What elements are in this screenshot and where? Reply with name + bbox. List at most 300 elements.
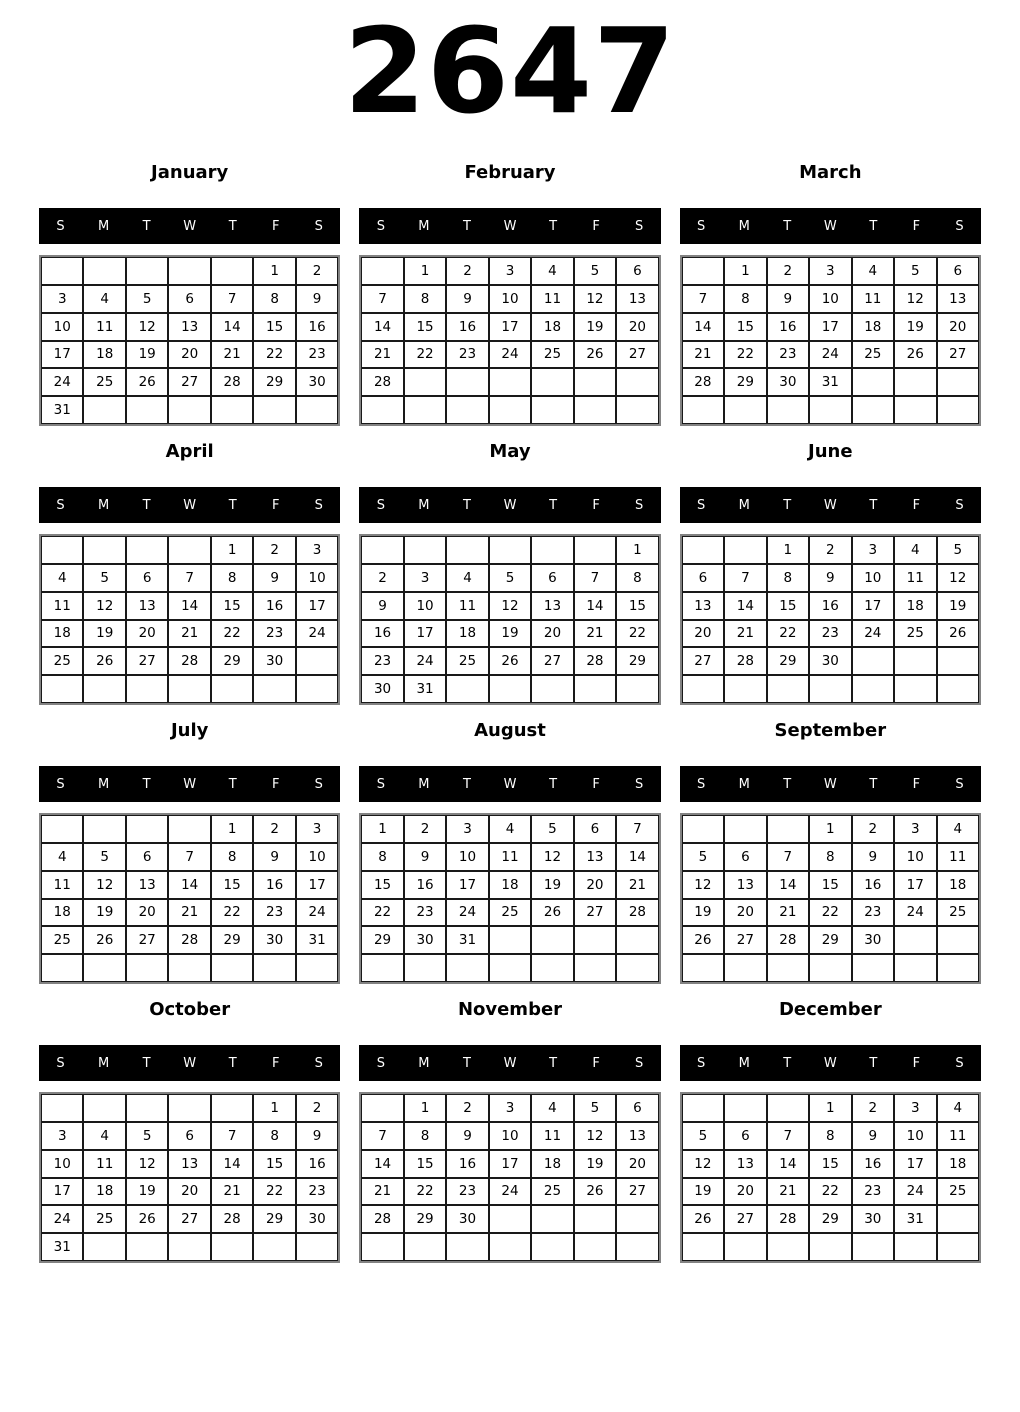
empty-day-cell bbox=[937, 1205, 979, 1233]
day-cell: 13 bbox=[126, 592, 168, 620]
day-cell: 7 bbox=[616, 815, 658, 843]
day-cell: 1 bbox=[404, 1094, 446, 1122]
day-cell: 17 bbox=[809, 313, 851, 341]
empty-day-cell bbox=[404, 954, 446, 982]
empty-day-cell bbox=[41, 1094, 83, 1122]
day-cell: 20 bbox=[682, 620, 724, 648]
weekday-label: S bbox=[955, 497, 964, 513]
weekday-label: S bbox=[955, 776, 964, 792]
day-cell: 4 bbox=[894, 536, 936, 564]
empty-day-cell bbox=[682, 675, 724, 703]
weekday-label: M bbox=[97, 497, 110, 513]
empty-day-cell bbox=[767, 675, 809, 703]
day-cell: 17 bbox=[41, 341, 83, 369]
day-cell: 26 bbox=[126, 368, 168, 396]
day-cell: 29 bbox=[253, 368, 295, 396]
day-cell: 26 bbox=[682, 1205, 724, 1233]
empty-day-cell bbox=[531, 536, 573, 564]
day-cell: 26 bbox=[489, 647, 531, 675]
weekday-label: M bbox=[418, 776, 430, 792]
day-cell: 30 bbox=[253, 647, 295, 675]
day-cell: 23 bbox=[446, 1178, 488, 1206]
month-title: January bbox=[151, 162, 229, 183]
day-cell: 22 bbox=[616, 620, 658, 648]
empty-day-cell bbox=[361, 1233, 403, 1261]
weekday-label: W bbox=[823, 218, 837, 234]
day-cell: 28 bbox=[767, 1205, 809, 1233]
empty-day-cell bbox=[361, 396, 403, 424]
weekday-header bbox=[680, 487, 981, 523]
empty-day-cell bbox=[724, 1094, 766, 1122]
empty-day-cell bbox=[937, 396, 979, 424]
month-block bbox=[359, 441, 660, 705]
day-cell: 9 bbox=[767, 285, 809, 313]
weekday-label: T bbox=[462, 497, 471, 513]
month-title: June bbox=[808, 441, 853, 462]
month-title: February bbox=[464, 162, 556, 183]
empty-day-cell bbox=[531, 1205, 573, 1233]
weekday-label: W bbox=[823, 497, 837, 513]
weekday-label: T bbox=[783, 497, 792, 513]
day-cell: 15 bbox=[809, 1150, 851, 1178]
day-cell: 12 bbox=[126, 1150, 168, 1178]
weekday-label: T bbox=[869, 218, 878, 234]
empty-day-cell bbox=[253, 396, 295, 424]
day-cell: 30 bbox=[404, 926, 446, 954]
day-cell: 14 bbox=[211, 313, 253, 341]
month-title: March bbox=[799, 162, 862, 183]
weekday-label: F bbox=[272, 497, 280, 513]
day-cell: 9 bbox=[361, 592, 403, 620]
day-cell: 13 bbox=[574, 843, 616, 871]
empty-day-cell bbox=[361, 954, 403, 982]
day-cell: 15 bbox=[211, 871, 253, 899]
empty-day-cell bbox=[616, 1233, 658, 1261]
day-cell: 19 bbox=[126, 341, 168, 369]
weekday-label: T bbox=[549, 497, 558, 513]
months-grid bbox=[39, 162, 981, 1263]
weekday-label: S bbox=[697, 497, 706, 513]
day-cell: 4 bbox=[531, 1094, 573, 1122]
day-cell: 15 bbox=[404, 1150, 446, 1178]
day-cell: 8 bbox=[616, 564, 658, 592]
empty-day-cell bbox=[682, 257, 724, 285]
day-cell: 30 bbox=[809, 647, 851, 675]
day-cell: 16 bbox=[296, 1150, 338, 1178]
day-cell: 8 bbox=[253, 285, 295, 313]
month-block bbox=[680, 720, 981, 984]
empty-day-cell bbox=[126, 954, 168, 982]
empty-day-cell bbox=[574, 675, 616, 703]
weekday-header bbox=[359, 487, 660, 523]
empty-day-cell bbox=[616, 368, 658, 396]
day-cell: 1 bbox=[253, 1094, 295, 1122]
day-cell: 13 bbox=[937, 285, 979, 313]
empty-day-cell bbox=[809, 954, 851, 982]
empty-day-cell bbox=[682, 1094, 724, 1122]
empty-day-cell bbox=[83, 675, 125, 703]
weekday-label: W bbox=[823, 776, 837, 792]
day-cell: 15 bbox=[767, 592, 809, 620]
weekday-header bbox=[39, 487, 340, 523]
day-cell: 17 bbox=[894, 1150, 936, 1178]
month-title: December bbox=[778, 999, 882, 1020]
day-cell: 23 bbox=[446, 341, 488, 369]
day-cell: 25 bbox=[83, 1205, 125, 1233]
day-cell: 30 bbox=[446, 1205, 488, 1233]
empty-day-cell bbox=[126, 396, 168, 424]
day-cell: 27 bbox=[126, 926, 168, 954]
weekday-label: S bbox=[635, 218, 644, 234]
empty-day-cell bbox=[767, 954, 809, 982]
weekday-label: F bbox=[912, 776, 921, 792]
day-cell: 21 bbox=[574, 620, 616, 648]
weekday-label: F bbox=[912, 1055, 921, 1071]
empty-day-cell bbox=[574, 396, 616, 424]
empty-day-cell bbox=[531, 1233, 573, 1261]
weekday-label: W bbox=[183, 776, 197, 792]
empty-day-cell bbox=[724, 1233, 766, 1261]
day-cell: 2 bbox=[404, 815, 446, 843]
day-cell: 26 bbox=[894, 341, 936, 369]
day-cell: 27 bbox=[168, 368, 210, 396]
empty-day-cell bbox=[616, 675, 658, 703]
day-cell: 12 bbox=[83, 592, 125, 620]
weekday-label: M bbox=[418, 497, 430, 513]
empty-day-cell bbox=[83, 1094, 125, 1122]
empty-day-cell bbox=[296, 1233, 338, 1261]
empty-day-cell bbox=[361, 257, 403, 285]
weekday-label: T bbox=[462, 218, 471, 234]
empty-day-cell bbox=[211, 1233, 253, 1261]
empty-day-cell bbox=[724, 815, 766, 843]
day-cell: 2 bbox=[852, 815, 894, 843]
day-cell: 3 bbox=[404, 564, 446, 592]
day-cell: 2 bbox=[253, 815, 295, 843]
day-cell: 18 bbox=[852, 313, 894, 341]
empty-day-cell bbox=[83, 1233, 125, 1261]
empty-day-cell bbox=[404, 368, 446, 396]
day-cell: 19 bbox=[574, 1150, 616, 1178]
weekday-label: W bbox=[183, 1055, 197, 1071]
day-cell: 14 bbox=[168, 592, 210, 620]
day-cell: 24 bbox=[894, 1178, 936, 1206]
day-cell: 8 bbox=[211, 843, 253, 871]
month-block bbox=[39, 720, 340, 984]
day-cell: 18 bbox=[937, 1150, 979, 1178]
day-cell: 20 bbox=[937, 313, 979, 341]
day-cell: 27 bbox=[724, 926, 766, 954]
day-cell: 13 bbox=[168, 1150, 210, 1178]
month-grid bbox=[680, 534, 981, 705]
day-cell: 17 bbox=[296, 592, 338, 620]
day-cell: 19 bbox=[682, 899, 724, 927]
day-cell: 7 bbox=[211, 1122, 253, 1150]
day-cell: 2 bbox=[296, 1094, 338, 1122]
day-cell: 31 bbox=[404, 675, 446, 703]
empty-day-cell bbox=[809, 675, 851, 703]
day-cell: 4 bbox=[41, 564, 83, 592]
day-cell: 25 bbox=[489, 899, 531, 927]
empty-day-cell bbox=[937, 647, 979, 675]
empty-day-cell bbox=[41, 536, 83, 564]
weekday-label: T bbox=[228, 776, 237, 792]
empty-day-cell bbox=[894, 647, 936, 675]
empty-day-cell bbox=[168, 257, 210, 285]
day-cell: 11 bbox=[41, 871, 83, 899]
month-grid bbox=[39, 1092, 340, 1263]
empty-day-cell bbox=[83, 396, 125, 424]
day-cell: 10 bbox=[489, 1122, 531, 1150]
month-grid bbox=[680, 255, 981, 426]
empty-day-cell bbox=[574, 1233, 616, 1261]
day-cell: 5 bbox=[894, 257, 936, 285]
day-cell: 17 bbox=[489, 1150, 531, 1178]
day-cell: 26 bbox=[531, 899, 573, 927]
day-cell: 10 bbox=[446, 843, 488, 871]
empty-day-cell bbox=[937, 1233, 979, 1261]
day-cell: 19 bbox=[531, 871, 573, 899]
day-cell: 18 bbox=[41, 620, 83, 648]
weekday-label: S bbox=[697, 776, 706, 792]
empty-day-cell bbox=[41, 954, 83, 982]
day-cell: 6 bbox=[616, 1094, 658, 1122]
day-cell: 3 bbox=[894, 815, 936, 843]
day-cell: 6 bbox=[682, 564, 724, 592]
day-cell: 20 bbox=[168, 341, 210, 369]
day-cell: 26 bbox=[574, 1178, 616, 1206]
day-cell: 7 bbox=[361, 285, 403, 313]
day-cell: 11 bbox=[531, 285, 573, 313]
day-cell: 28 bbox=[616, 899, 658, 927]
day-cell: 21 bbox=[361, 1178, 403, 1206]
day-cell: 6 bbox=[616, 257, 658, 285]
empty-day-cell bbox=[83, 815, 125, 843]
day-cell: 11 bbox=[446, 592, 488, 620]
empty-day-cell bbox=[126, 1233, 168, 1261]
day-cell: 30 bbox=[361, 675, 403, 703]
day-cell: 25 bbox=[41, 647, 83, 675]
weekday-label: T bbox=[549, 776, 558, 792]
day-cell: 16 bbox=[253, 592, 295, 620]
day-cell: 20 bbox=[574, 871, 616, 899]
weekday-label: S bbox=[56, 218, 65, 234]
day-cell: 1 bbox=[724, 257, 766, 285]
day-cell: 29 bbox=[404, 1205, 446, 1233]
day-cell: 5 bbox=[574, 1094, 616, 1122]
day-cell: 11 bbox=[852, 285, 894, 313]
day-cell: 6 bbox=[168, 285, 210, 313]
weekday-label: F bbox=[592, 218, 600, 234]
day-cell: 10 bbox=[809, 285, 851, 313]
weekday-label: S bbox=[635, 1055, 644, 1071]
day-cell: 1 bbox=[809, 1094, 851, 1122]
day-cell: 25 bbox=[852, 341, 894, 369]
empty-day-cell bbox=[253, 954, 295, 982]
day-cell: 15 bbox=[724, 313, 766, 341]
day-cell: 6 bbox=[126, 564, 168, 592]
weekday-label: T bbox=[142, 776, 151, 792]
empty-day-cell bbox=[574, 368, 616, 396]
empty-day-cell bbox=[404, 536, 446, 564]
empty-day-cell bbox=[211, 1094, 253, 1122]
month-title: September bbox=[774, 720, 887, 741]
empty-day-cell bbox=[168, 536, 210, 564]
weekday-label: T bbox=[228, 497, 237, 513]
weekday-label: T bbox=[869, 776, 878, 792]
day-cell: 10 bbox=[489, 285, 531, 313]
month-block bbox=[359, 162, 660, 426]
day-cell: 28 bbox=[574, 647, 616, 675]
day-cell: 14 bbox=[574, 592, 616, 620]
day-cell: 26 bbox=[83, 926, 125, 954]
day-cell: 27 bbox=[168, 1205, 210, 1233]
day-cell: 30 bbox=[852, 926, 894, 954]
day-cell: 7 bbox=[168, 843, 210, 871]
weekday-header bbox=[39, 1045, 340, 1081]
month-block bbox=[680, 999, 981, 1263]
weekday-label: T bbox=[142, 218, 151, 234]
day-cell: 16 bbox=[361, 620, 403, 648]
empty-day-cell bbox=[574, 1205, 616, 1233]
day-cell: 24 bbox=[489, 341, 531, 369]
day-cell: 22 bbox=[809, 899, 851, 927]
month-grid bbox=[680, 1092, 981, 1263]
month-block bbox=[359, 720, 660, 984]
day-cell: 28 bbox=[361, 368, 403, 396]
empty-day-cell bbox=[724, 536, 766, 564]
day-cell: 8 bbox=[767, 564, 809, 592]
day-cell: 11 bbox=[41, 592, 83, 620]
day-cell: 14 bbox=[682, 313, 724, 341]
empty-day-cell bbox=[574, 536, 616, 564]
empty-day-cell bbox=[446, 368, 488, 396]
day-cell: 19 bbox=[937, 592, 979, 620]
day-cell: 23 bbox=[767, 341, 809, 369]
empty-day-cell bbox=[852, 954, 894, 982]
day-cell: 7 bbox=[574, 564, 616, 592]
empty-day-cell bbox=[41, 815, 83, 843]
weekday-label: W bbox=[503, 1055, 517, 1071]
day-cell: 20 bbox=[616, 1150, 658, 1178]
day-cell: 30 bbox=[852, 1205, 894, 1233]
empty-day-cell bbox=[616, 926, 658, 954]
weekday-label: W bbox=[183, 497, 197, 513]
day-cell: 2 bbox=[767, 257, 809, 285]
weekday-label: F bbox=[592, 497, 600, 513]
day-cell: 29 bbox=[809, 926, 851, 954]
empty-day-cell bbox=[616, 396, 658, 424]
day-cell: 15 bbox=[616, 592, 658, 620]
empty-day-cell bbox=[446, 954, 488, 982]
day-cell: 9 bbox=[296, 285, 338, 313]
empty-day-cell bbox=[682, 1233, 724, 1261]
empty-day-cell bbox=[574, 954, 616, 982]
day-cell: 14 bbox=[361, 1150, 403, 1178]
day-cell: 7 bbox=[767, 1122, 809, 1150]
day-cell: 16 bbox=[296, 313, 338, 341]
day-cell: 2 bbox=[361, 564, 403, 592]
day-cell: 29 bbox=[361, 926, 403, 954]
day-cell: 5 bbox=[83, 843, 125, 871]
empty-day-cell bbox=[852, 675, 894, 703]
empty-day-cell bbox=[574, 926, 616, 954]
month-grid bbox=[680, 813, 981, 984]
empty-day-cell bbox=[126, 257, 168, 285]
empty-day-cell bbox=[446, 536, 488, 564]
day-cell: 7 bbox=[724, 564, 766, 592]
day-cell: 28 bbox=[211, 1205, 253, 1233]
empty-day-cell bbox=[168, 815, 210, 843]
day-cell: 23 bbox=[852, 899, 894, 927]
day-cell: 23 bbox=[809, 620, 851, 648]
day-cell: 14 bbox=[211, 1150, 253, 1178]
weekday-label: T bbox=[869, 1055, 878, 1071]
day-cell: 30 bbox=[253, 926, 295, 954]
day-cell: 10 bbox=[404, 592, 446, 620]
empty-day-cell bbox=[361, 1094, 403, 1122]
day-cell: 3 bbox=[446, 815, 488, 843]
day-cell: 24 bbox=[489, 1178, 531, 1206]
day-cell: 21 bbox=[767, 899, 809, 927]
day-cell: 5 bbox=[489, 564, 531, 592]
day-cell: 16 bbox=[446, 313, 488, 341]
day-cell: 12 bbox=[489, 592, 531, 620]
day-cell: 24 bbox=[446, 899, 488, 927]
month-title: August bbox=[474, 720, 546, 741]
day-cell: 24 bbox=[296, 899, 338, 927]
day-cell: 21 bbox=[211, 1178, 253, 1206]
weekday-header bbox=[680, 766, 981, 802]
day-cell: 9 bbox=[296, 1122, 338, 1150]
day-cell: 28 bbox=[724, 647, 766, 675]
day-cell: 22 bbox=[253, 341, 295, 369]
day-cell: 28 bbox=[168, 647, 210, 675]
day-cell: 12 bbox=[574, 1122, 616, 1150]
empty-day-cell bbox=[489, 926, 531, 954]
day-cell: 14 bbox=[767, 871, 809, 899]
day-cell: 10 bbox=[894, 843, 936, 871]
empty-day-cell bbox=[361, 536, 403, 564]
day-cell: 3 bbox=[296, 815, 338, 843]
day-cell: 4 bbox=[83, 1122, 125, 1150]
weekday-label: S bbox=[376, 1055, 385, 1071]
day-cell: 13 bbox=[616, 1122, 658, 1150]
empty-day-cell bbox=[296, 954, 338, 982]
day-cell: 21 bbox=[168, 899, 210, 927]
day-cell: 28 bbox=[682, 368, 724, 396]
day-cell: 10 bbox=[296, 564, 338, 592]
day-cell: 4 bbox=[937, 815, 979, 843]
day-cell: 13 bbox=[531, 592, 573, 620]
day-cell: 21 bbox=[682, 341, 724, 369]
weekday-label: T bbox=[549, 1055, 558, 1071]
day-cell: 22 bbox=[809, 1178, 851, 1206]
empty-day-cell bbox=[126, 536, 168, 564]
year-title: 2647 bbox=[343, 2, 677, 140]
weekday-label: M bbox=[738, 776, 750, 792]
day-cell: 23 bbox=[361, 647, 403, 675]
empty-day-cell bbox=[767, 815, 809, 843]
empty-day-cell bbox=[168, 1094, 210, 1122]
weekday-header bbox=[39, 766, 340, 802]
empty-day-cell bbox=[937, 368, 979, 396]
weekday-label: S bbox=[56, 497, 65, 513]
day-cell: 26 bbox=[937, 620, 979, 648]
day-cell: 7 bbox=[168, 564, 210, 592]
day-cell: 25 bbox=[531, 1178, 573, 1206]
empty-day-cell bbox=[446, 1233, 488, 1261]
